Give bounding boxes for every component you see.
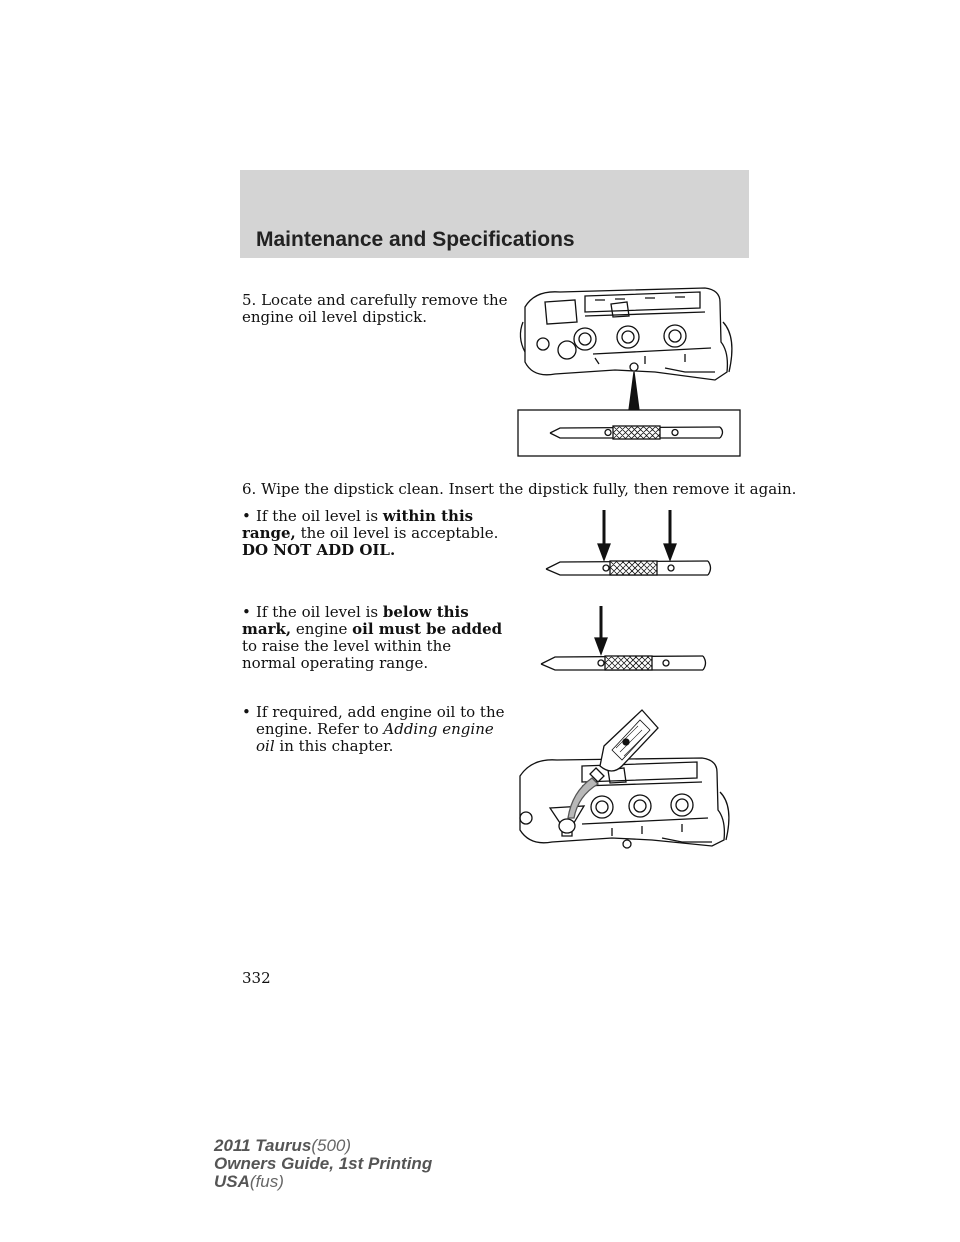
footer-guide: Owners Guide, 1st Printing [214,1154,433,1173]
bullet-1-text-2: the oil level is acceptable. [300,524,499,542]
bullet-2-bold-2: mark, [242,620,292,638]
bullet-dot: • [242,603,251,621]
step-5-line-1: 5. Locate and carefully remove the [242,291,508,309]
page-number: 332 [242,969,271,987]
section-title: Maintenance and Specifications [256,228,575,251]
adding-engine-oil-reference-2: oil [256,737,275,755]
footer-model: 2011 Taurus [214,1136,312,1155]
bullet-3-text-2: in this chapter. [279,737,394,755]
bullet-3-line-1: If required, add engine oil to the [256,703,505,721]
bullet-1-warning: DO NOT ADD OIL. [242,541,396,559]
bullet-2-text-2: engine [295,620,348,638]
bullet-within-range [242,508,522,578]
bullet-1-text: If the oil level is [256,507,379,525]
bullet-2-line-3: to raise the level within the [242,637,452,655]
section-header [240,170,749,258]
footer-market: USA [214,1172,250,1191]
bullet-2-line-4: normal operating range. [242,654,429,672]
bullet-1-bold: within this [382,507,474,525]
adding-engine-oil-figure [512,706,746,862]
bullet-add-oil [242,704,532,764]
step-5-line-2: engine oil level dipstick. [242,308,428,326]
dipstick-below-mark-figure [535,604,715,676]
bullet-2-text: If the oil level is [256,603,379,621]
bullet-below-mark [242,604,532,674]
bullet-2-bold-3: oil must be added [352,620,503,638]
engine-dipstick-location-figure [515,282,745,460]
bullet-1-bold-2: range, [242,524,296,542]
footer-model-code: (500) [311,1136,352,1155]
document-footer [214,1137,432,1191]
bullet-3-text: engine. Refer to [256,720,379,738]
bullet-dot: • [242,703,251,721]
bullet-2-bold: below this [382,603,469,621]
footer-market-code: (fus) [249,1172,284,1191]
adding-engine-oil-reference: Adding engine [383,720,494,738]
bullet-dot: • [242,507,251,525]
dipstick-within-range-figure [540,508,720,582]
step-6-text: 6. Wipe the dipstick clean. Insert the dipstick fully, then remove it again. [242,480,797,498]
